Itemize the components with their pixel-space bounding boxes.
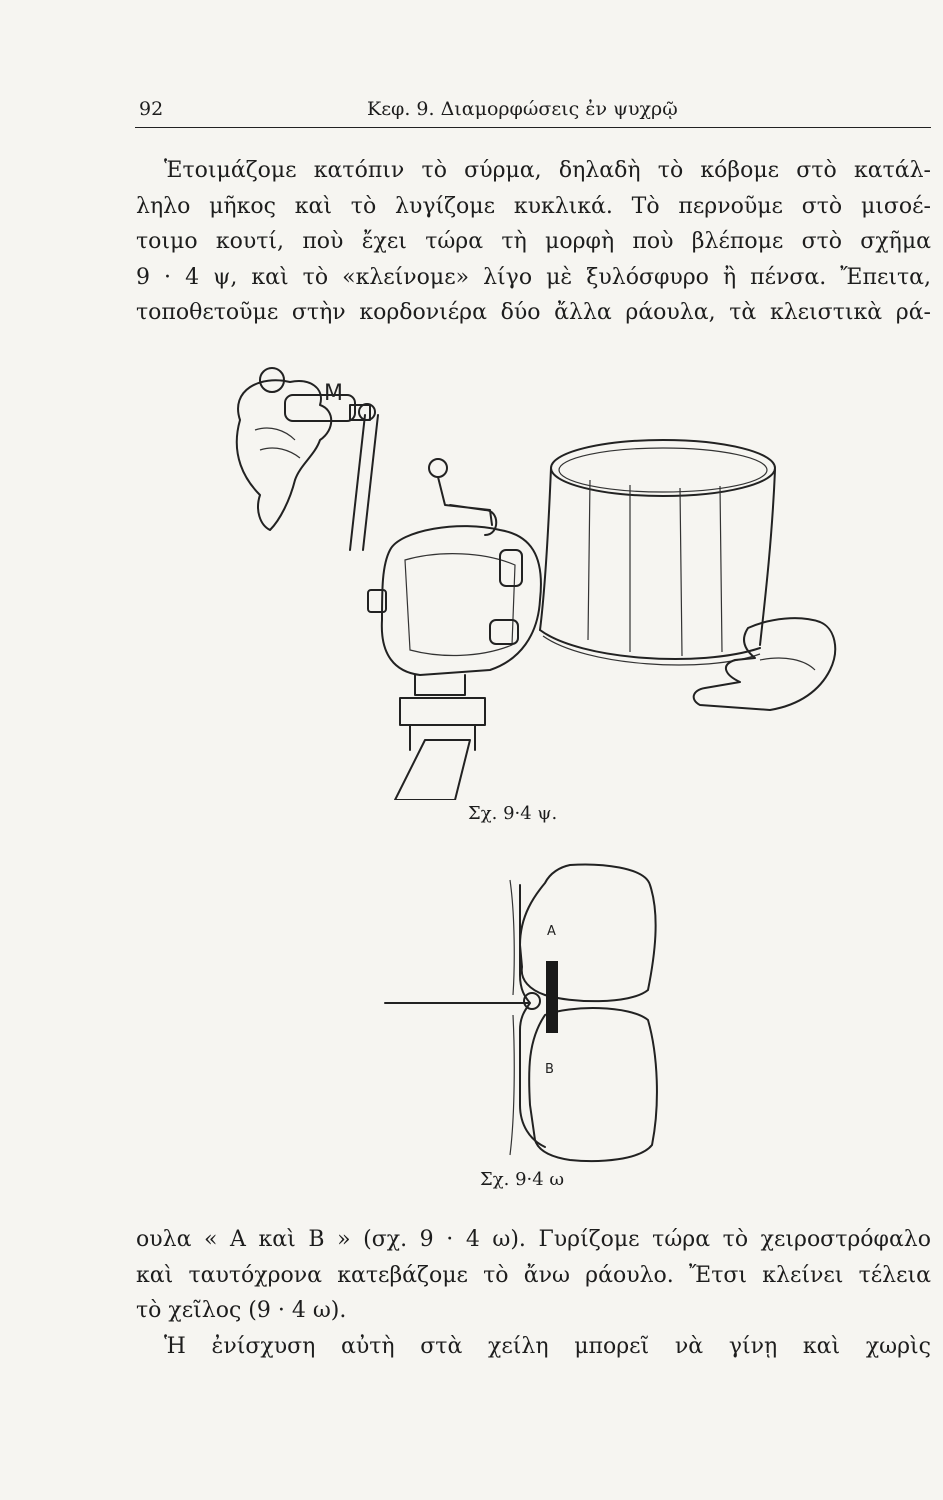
figure-caption-omega: Σχ. 9·4 ω <box>480 1169 565 1190</box>
running-title: Κεφ. 9. Διαμορφώσεις ἐν ψυχρῷ <box>367 98 678 120</box>
text-line: ουλα « Α καὶ Β » (σχ. 9 · 4 ω). Γυρίζομε τώρα τὸ χειροστρόφαλο <box>136 1227 931 1252</box>
page-header <box>135 96 931 126</box>
text-line: τοιμο κουτί, ποὺ ἔχει τώρα τὴ μορφὴ ποὺ βλέπομε στὸ σχῆμα <box>136 229 931 254</box>
text-line: Ἑτοιμάζομε κατόπιν τὸ σύρμα, δηλαδὴ τὸ κόβομε στὸ κατάλ- <box>164 158 931 183</box>
text-line: ληλο μῆκος καὶ τὸ λυγίζομε κυκλικά. Τὸ περνοῦμε στὸ μισοέ- <box>136 193 931 219</box>
crank-arm-drawing <box>350 415 378 550</box>
can-side-drawing <box>540 468 775 645</box>
clamp-bar-drawing <box>546 961 558 1033</box>
header-rule <box>135 127 931 128</box>
text-line: τοποθετοῦμε στὴν κορδονιέρα δύο ἄλλα ράουλα, τὰ κλειστικὰ ρά- <box>136 300 931 325</box>
figure-caption-psi: Σχ. 9·4 ψ. <box>468 803 558 824</box>
can-bottom-rim-drawing <box>540 630 760 659</box>
paragraph-top <box>136 153 931 331</box>
table-clamp-drawing <box>395 740 470 800</box>
text-line: τὸ χεῖλος (9 · 4 ω). <box>136 1298 347 1323</box>
label-b: B <box>545 1062 554 1077</box>
figure-seaming-machine <box>200 360 840 800</box>
figure-closing-rollers <box>370 855 680 1165</box>
machine-body-drawing <box>382 526 541 675</box>
text-line: καὶ ταυτόχρονα κατεβάζομε τὸ ἄνω ράουλο. Ἔτσι κλείνει τέλεια <box>136 1262 931 1288</box>
page-number: 92 <box>139 98 164 120</box>
wire-section-drawing <box>524 993 540 1009</box>
closing-rollers-drawing <box>370 855 680 1165</box>
lever-knob-drawing <box>429 459 447 477</box>
can-wall-drawing <box>520 885 545 1147</box>
right-hand-drawing <box>694 618 836 710</box>
text-line: Ἡ ἐνίσχυση αὐτὴ στὰ χείλη μπορεῖ νὰ γίνῃ καὶ χωρὶς <box>164 1334 931 1359</box>
label-a: A <box>547 924 556 939</box>
paragraph-last <box>136 1329 931 1365</box>
seaming-machine-drawing <box>200 360 840 800</box>
roller-a-drawing <box>520 865 656 1002</box>
crank-handle-drawing <box>285 395 355 421</box>
paragraph-bottom <box>136 1222 931 1329</box>
text-line: 9 · 4 ψ, καὶ τὸ «κλείνομε» λίγο μὲ ξυλόσφυρο ἢ πένσα. Ἔπειτα, <box>136 264 931 290</box>
label-m: M <box>324 381 343 406</box>
